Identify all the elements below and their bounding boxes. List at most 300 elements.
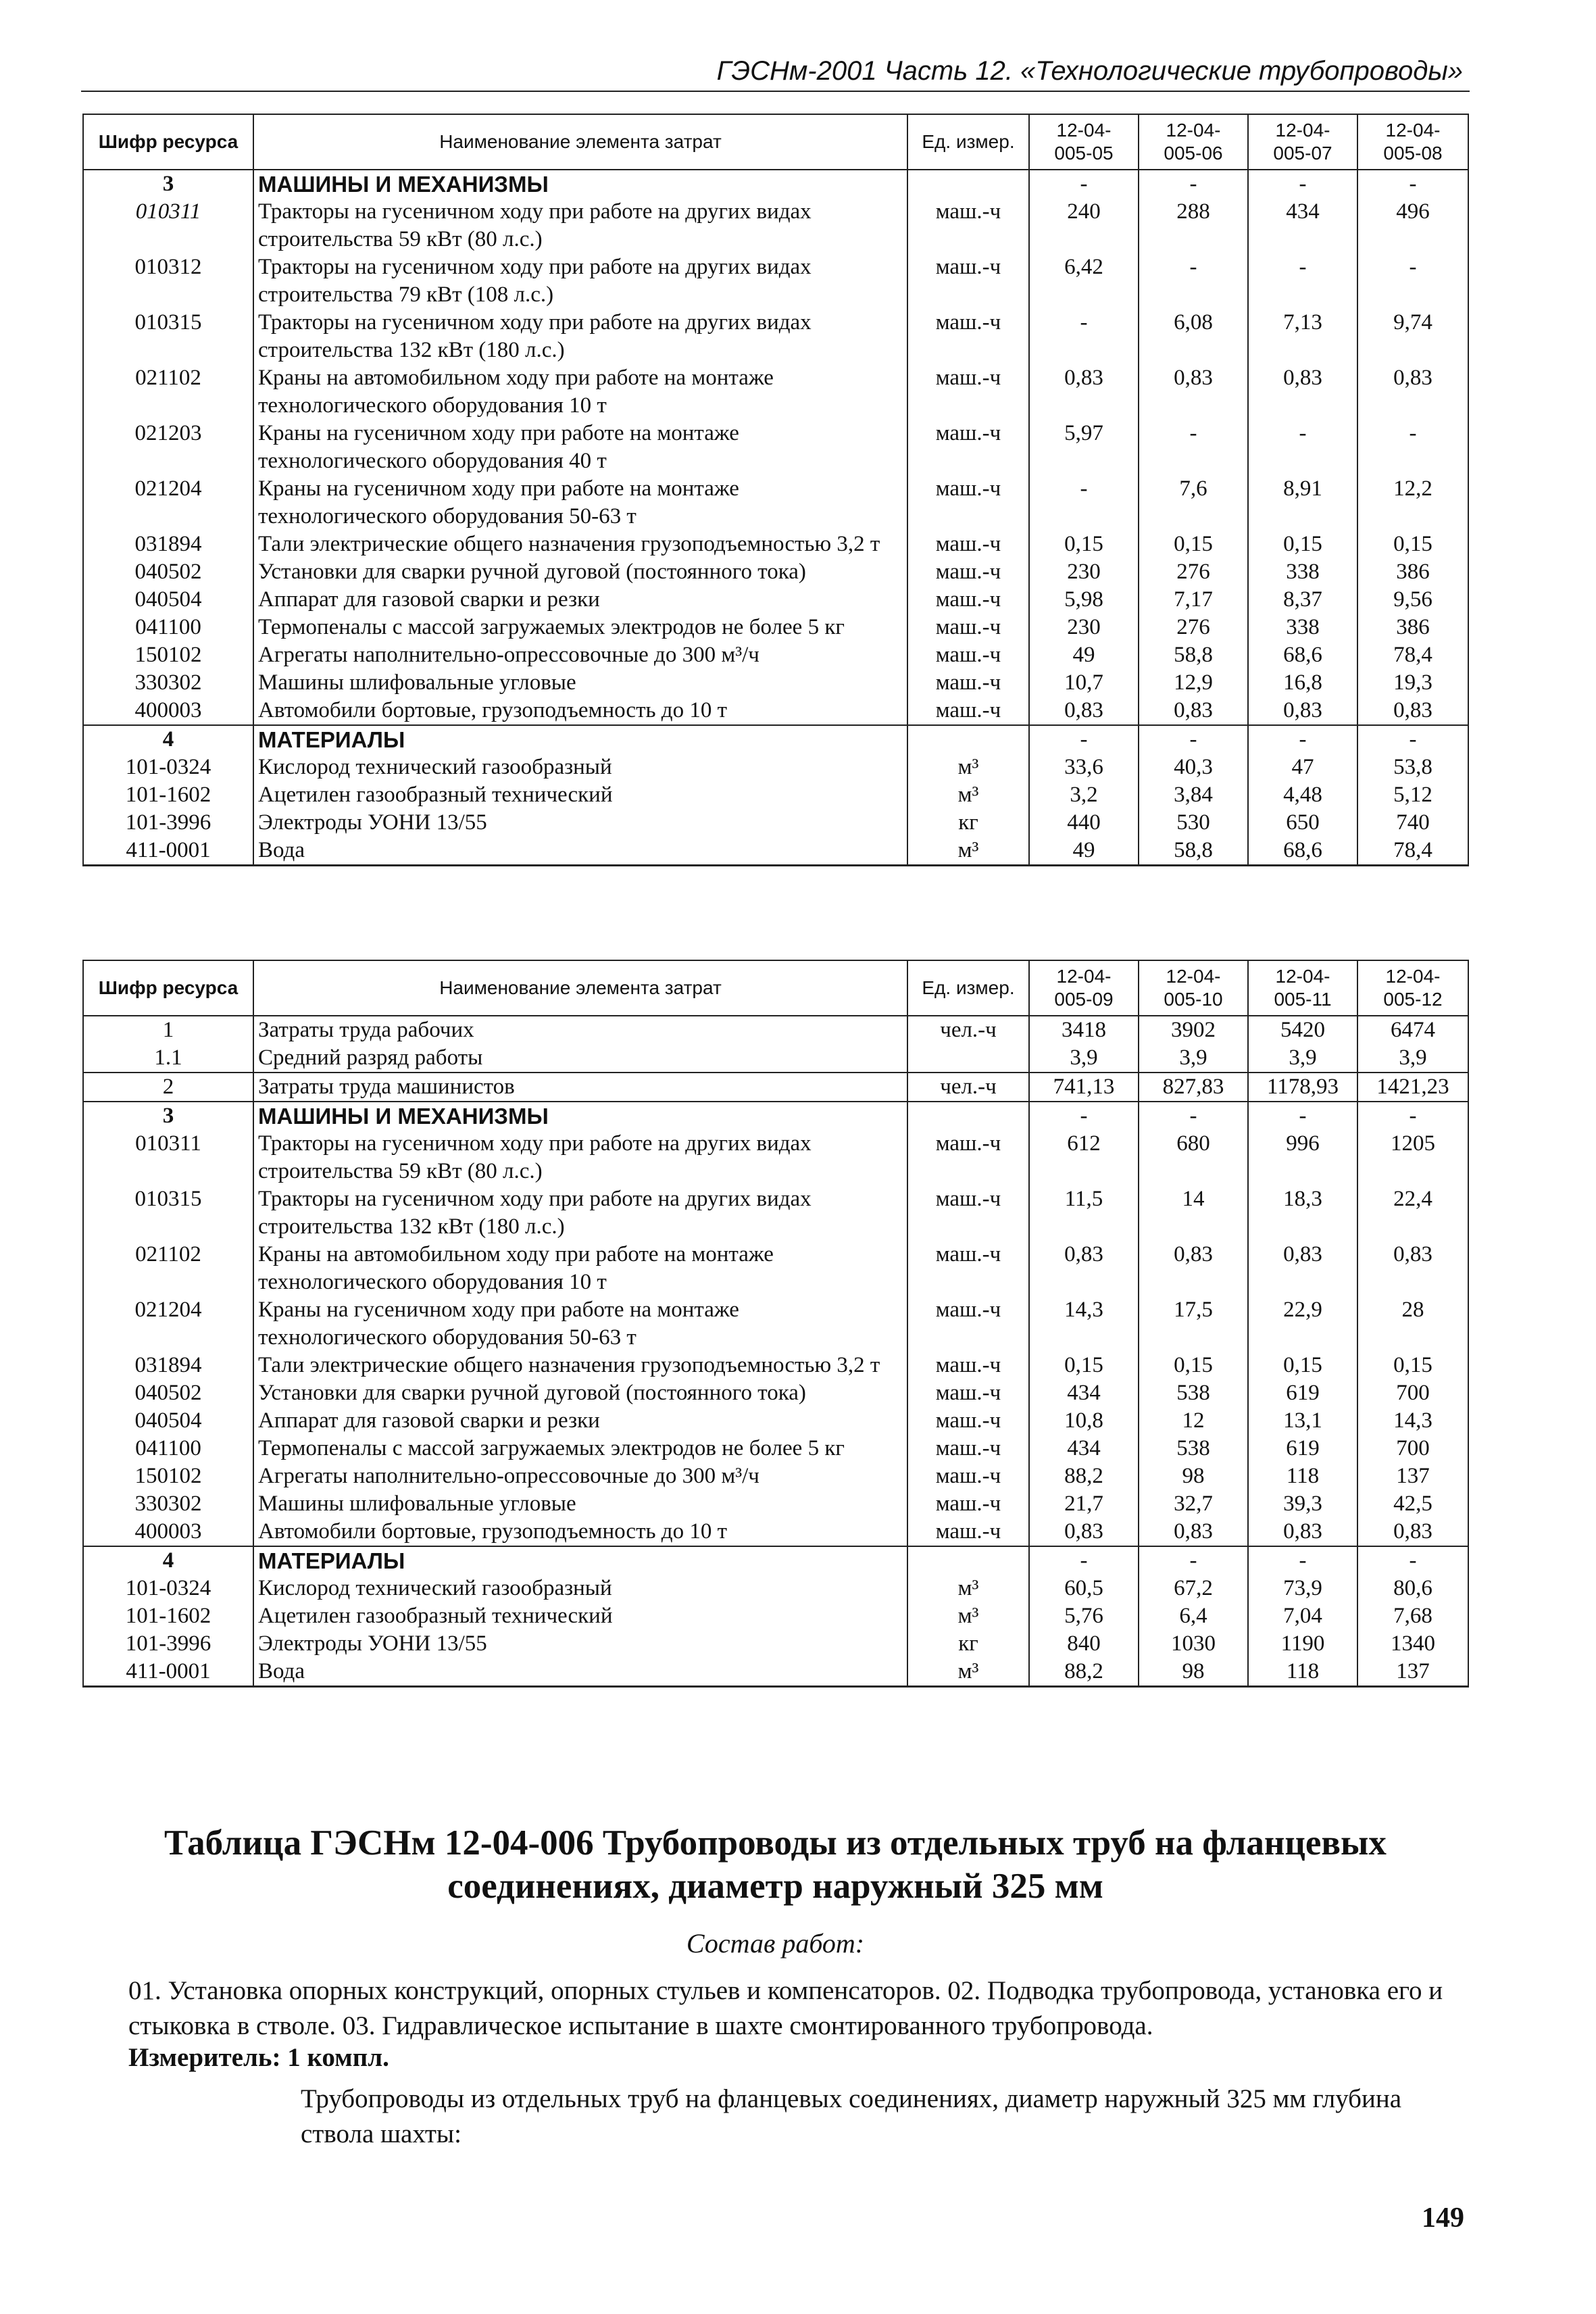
norm-value: 0,83 xyxy=(1248,1518,1357,1546)
resource-code: 4 xyxy=(83,1546,253,1575)
norm-value: 6,42 xyxy=(1029,253,1139,309)
resource-name: Электроды УОНИ 13/55 xyxy=(253,1630,907,1658)
norm-value: 16,8 xyxy=(1248,669,1357,697)
table-row xyxy=(83,253,1468,309)
norm-value: 0,15 xyxy=(1139,531,1248,558)
norm-value: - xyxy=(1029,725,1139,754)
norm-value: - xyxy=(1357,1102,1468,1130)
col-header-norm: 12-04- 005-08 xyxy=(1357,114,1468,170)
note-text: Трубопроводы из отдельных труб на фланцевых соединениях, диаметр наружный 325 мм глубина ствола шахты: xyxy=(301,2084,1402,2148)
resource-name: Термопеналы с массой загружаемых электродов не более 5 кг xyxy=(253,1435,907,1462)
resource-code: 021204 xyxy=(83,475,253,531)
col-header-code: Шифр ресурса xyxy=(83,960,253,1016)
resource-unit: маш.-ч xyxy=(907,1462,1029,1490)
resource-name: Вода xyxy=(253,837,907,866)
norm-value: 5,12 xyxy=(1357,781,1468,809)
norm-value: - xyxy=(1029,1546,1139,1575)
resource-unit xyxy=(907,170,1029,198)
norm-value: - xyxy=(1248,725,1357,754)
resource-table-2 xyxy=(82,960,1469,1688)
resource-code: 411-0001 xyxy=(83,1658,253,1687)
norm-value: - xyxy=(1248,1546,1357,1575)
norm-value: 240 xyxy=(1029,198,1139,253)
table-row xyxy=(83,1518,1468,1546)
table-row xyxy=(83,420,1468,475)
resource-name: Термопеналы с массой загружаемых электродов не более 5 кг xyxy=(253,614,907,641)
resource-name: Тракторы на гусеничном ходу при работе на других видах строительства 132 кВт (180 л.с.) xyxy=(253,309,907,364)
resource-unit: маш.-ч xyxy=(907,364,1029,420)
col-header-name: Наименование элемента затрат xyxy=(253,960,907,1016)
table-row xyxy=(83,364,1468,420)
table-row xyxy=(83,1073,1468,1102)
norm-value: 276 xyxy=(1139,558,1248,586)
table-row xyxy=(83,754,1468,781)
resource-unit: маш.-ч xyxy=(907,1435,1029,1462)
table-row xyxy=(83,1462,1468,1490)
table-row xyxy=(83,309,1468,364)
norm-value: 14 xyxy=(1139,1185,1248,1241)
norm-value: 0,83 xyxy=(1029,364,1139,420)
norm-value: 827,83 xyxy=(1139,1073,1248,1102)
table-row xyxy=(83,669,1468,697)
table-row xyxy=(83,1185,1468,1241)
norm-value: 4,48 xyxy=(1248,781,1357,809)
resource-unit: кг xyxy=(907,1630,1029,1658)
table-row xyxy=(83,1044,1468,1073)
resource-unit: маш.-ч xyxy=(907,198,1029,253)
norm-value: - xyxy=(1029,1102,1139,1130)
col-header-norm: 12-04- 005-07 xyxy=(1248,114,1357,170)
resource-unit: м³ xyxy=(907,1658,1029,1687)
resource-code: 101-3996 xyxy=(83,1630,253,1658)
norm-value: 740 xyxy=(1357,809,1468,837)
norm-value: 538 xyxy=(1139,1435,1248,1462)
norm-value: - xyxy=(1248,1102,1357,1130)
norm-value: - xyxy=(1029,309,1139,364)
resource-unit: маш.-ч xyxy=(907,1241,1029,1296)
norm-value: 0,83 xyxy=(1357,364,1468,420)
col-header-norm: 12-04- 005-10 xyxy=(1139,960,1248,1016)
norm-value: 0,15 xyxy=(1139,1352,1248,1379)
table-row xyxy=(83,531,1468,558)
resource-code: 040502 xyxy=(83,1379,253,1407)
norm-value: 12,9 xyxy=(1139,669,1248,697)
resource-table-1 xyxy=(82,114,1469,866)
resource-unit: маш.-ч xyxy=(907,1379,1029,1407)
norm-value: - xyxy=(1357,253,1468,309)
resource-unit: маш.-ч xyxy=(907,1185,1029,1241)
norm-value: 6,08 xyxy=(1139,309,1248,364)
norm-value: 1340 xyxy=(1357,1630,1468,1658)
resource-name: Аппарат для газовой сварки и резки xyxy=(253,586,907,614)
norm-value: 22,4 xyxy=(1357,1185,1468,1241)
table-row xyxy=(83,725,1468,754)
resource-code: 010315 xyxy=(83,309,253,364)
resource-unit: чел.-ч xyxy=(907,1073,1029,1102)
table-row xyxy=(83,1435,1468,1462)
resource-code: 330302 xyxy=(83,1490,253,1518)
resource-name: Машины шлифовальные угловые xyxy=(253,1490,907,1518)
work-composition-label: Состав работ: xyxy=(686,1928,865,1959)
norm-value: 0,83 xyxy=(1139,364,1248,420)
resource-name: Электроды УОНИ 13/55 xyxy=(253,809,907,837)
resource-name: Автомобили бортовые, грузоподъемность до 10 т xyxy=(253,697,907,725)
table-row xyxy=(83,1575,1468,1602)
resource-code: 101-1602 xyxy=(83,781,253,809)
norm-value: 5420 xyxy=(1248,1016,1357,1044)
norm-value: 0,83 xyxy=(1029,697,1139,725)
norm-value: 3,84 xyxy=(1139,781,1248,809)
norm-value: 5,98 xyxy=(1029,586,1139,614)
resource-unit: маш.-ч xyxy=(907,614,1029,641)
norm-value: 0,15 xyxy=(1029,531,1139,558)
resource-name: Краны на автомобильном ходу при работе на монтаже технологического оборудования 10 т xyxy=(253,1241,907,1296)
resource-code: 040504 xyxy=(83,1407,253,1435)
norm-value: 3418 xyxy=(1029,1016,1139,1044)
resource-unit: маш.-ч xyxy=(907,253,1029,309)
norm-value: 0,15 xyxy=(1357,1352,1468,1379)
norm-value: 47 xyxy=(1248,754,1357,781)
norm-value: 11,5 xyxy=(1029,1185,1139,1241)
table-row xyxy=(83,1241,1468,1296)
table-row xyxy=(83,558,1468,586)
norm-value: - xyxy=(1357,420,1468,475)
norm-value: 1030 xyxy=(1139,1630,1248,1658)
norm-value: 434 xyxy=(1029,1379,1139,1407)
table-row xyxy=(83,1546,1468,1575)
table-row xyxy=(83,1602,1468,1630)
norm-value: 68,6 xyxy=(1248,641,1357,669)
resource-code: 041100 xyxy=(83,1435,253,1462)
norm-value: 840 xyxy=(1029,1630,1139,1658)
norm-value: 80,6 xyxy=(1357,1575,1468,1602)
norm-value: 0,83 xyxy=(1357,1241,1468,1296)
col-header-code: Шифр ресурса xyxy=(83,114,253,170)
col-header-norm: 12-04- 005-06 xyxy=(1139,114,1248,170)
norm-value: - xyxy=(1139,420,1248,475)
resource-name: Кислород технический газообразный xyxy=(253,754,907,781)
table-row xyxy=(83,641,1468,669)
col-header-unit: Ед. измер. xyxy=(907,960,1029,1016)
norm-value: 137 xyxy=(1357,1658,1468,1687)
norm-value: 8,91 xyxy=(1248,475,1357,531)
norm-value: 32,7 xyxy=(1139,1490,1248,1518)
resource-name: Агрегаты наполнительно-опрессовочные до 300 м³/ч xyxy=(253,641,907,669)
table-row xyxy=(83,837,1468,866)
resource-unit: маш.-ч xyxy=(907,641,1029,669)
table-row xyxy=(83,1296,1468,1352)
work-composition-text: 01. Установка опорных конструкций, опорных стульев и компенсаторов. 02. Подводка трубопровода, установка его и стыковка в стволе. 03. Гидравлическое испытание в шахте смонтированного трубопровода. xyxy=(128,1976,1443,2040)
resource-code: 330302 xyxy=(83,669,253,697)
resource-unit: м³ xyxy=(907,754,1029,781)
norm-value: 6,4 xyxy=(1139,1602,1248,1630)
norm-value: - xyxy=(1357,1546,1468,1575)
norm-value: 3,2 xyxy=(1029,781,1139,809)
resource-unit: маш.-ч xyxy=(907,669,1029,697)
table-row xyxy=(83,1379,1468,1407)
norm-value: 3,9 xyxy=(1139,1044,1248,1073)
table-row xyxy=(83,1130,1468,1185)
norm-value: 1190 xyxy=(1248,1630,1357,1658)
resource-unit: маш.-ч xyxy=(907,1518,1029,1546)
table-row xyxy=(83,614,1468,641)
resource-code: 400003 xyxy=(83,697,253,725)
norm-value: 619 xyxy=(1248,1379,1357,1407)
resource-code: 040504 xyxy=(83,586,253,614)
norm-value: 73,9 xyxy=(1248,1575,1357,1602)
norm-value: 1178,93 xyxy=(1248,1073,1357,1102)
resource-code: 010315 xyxy=(83,1185,253,1241)
resource-name: Ацетилен газообразный технический xyxy=(253,781,907,809)
resource-code: 1 xyxy=(83,1016,253,1044)
norm-value: 118 xyxy=(1248,1658,1357,1687)
resource-code: 101-0324 xyxy=(83,1575,253,1602)
resource-name: Установки для сварки ручной дуговой (постоянного тока) xyxy=(253,558,907,586)
resource-unit xyxy=(907,1044,1029,1073)
norm-value: 276 xyxy=(1139,614,1248,641)
norm-value: 98 xyxy=(1139,1658,1248,1687)
norm-value: 18,3 xyxy=(1248,1185,1357,1241)
norm-value: 612 xyxy=(1029,1130,1139,1185)
resource-name: МАШИНЫ И МЕХАНИЗМЫ xyxy=(253,170,907,198)
norm-value: 5,97 xyxy=(1029,420,1139,475)
resource-name: Ацетилен газообразный технический xyxy=(253,1602,907,1630)
norm-value: 7,13 xyxy=(1248,309,1357,364)
norm-value: 700 xyxy=(1357,1435,1468,1462)
resource-name: МАТЕРИАЛЫ xyxy=(253,1546,907,1575)
norm-value: 3,9 xyxy=(1357,1044,1468,1073)
norm-value: 22,9 xyxy=(1248,1296,1357,1352)
table-row xyxy=(83,1658,1468,1687)
norm-value: 3,9 xyxy=(1029,1044,1139,1073)
norm-value: 19,3 xyxy=(1357,669,1468,697)
norm-value: 0,83 xyxy=(1248,364,1357,420)
norm-value: 58,8 xyxy=(1139,641,1248,669)
norm-value: 6474 xyxy=(1357,1016,1468,1044)
resource-code: 021102 xyxy=(83,1241,253,1296)
table-row xyxy=(83,1490,1468,1518)
resource-name: Тали электрические общего назначения грузоподъемностью 3,2 т xyxy=(253,1352,907,1379)
norm-value: 0,15 xyxy=(1248,1352,1357,1379)
norm-value: 288 xyxy=(1139,198,1248,253)
norm-value: 386 xyxy=(1357,558,1468,586)
col-header-norm: 12-04- 005-05 xyxy=(1029,114,1139,170)
page-header xyxy=(81,49,1470,92)
table-row xyxy=(83,1630,1468,1658)
norm-value: 1421,23 xyxy=(1357,1073,1468,1102)
norm-value: 0,83 xyxy=(1357,1518,1468,1546)
resource-code: 4 xyxy=(83,725,253,754)
norm-value: 496 xyxy=(1357,198,1468,253)
norm-value: 440 xyxy=(1029,809,1139,837)
table-row xyxy=(83,198,1468,253)
norm-value: 434 xyxy=(1248,198,1357,253)
resource-code: 101-1602 xyxy=(83,1602,253,1630)
norm-value: 10,8 xyxy=(1029,1407,1139,1435)
norm-value: 21,7 xyxy=(1029,1490,1139,1518)
norm-value: 7,04 xyxy=(1248,1602,1357,1630)
col-header-unit: Ед. измер. xyxy=(907,114,1029,170)
table-header-row xyxy=(83,114,1468,170)
page-number: 149 xyxy=(1422,2202,1464,2234)
resource-unit: маш.-ч xyxy=(907,1130,1029,1185)
norm-value: 9,74 xyxy=(1357,309,1468,364)
resource-name: Краны на гусеничном ходу при работе на монтаже технологического оборудования 40 т xyxy=(253,420,907,475)
norm-value: - xyxy=(1357,725,1468,754)
resource-name: Агрегаты наполнительно-опрессовочные до 300 м³/ч xyxy=(253,1462,907,1490)
norm-value: 88,2 xyxy=(1029,1462,1139,1490)
resource-code: 010311 xyxy=(83,198,253,253)
norm-value: 10,7 xyxy=(1029,669,1139,697)
resource-unit: кг xyxy=(907,809,1029,837)
norm-value: 619 xyxy=(1248,1435,1357,1462)
resource-name: Машины шлифовальные угловые xyxy=(253,669,907,697)
norm-value: 60,5 xyxy=(1029,1575,1139,1602)
norm-value: 0,83 xyxy=(1139,1518,1248,1546)
norm-value: 0,83 xyxy=(1029,1518,1139,1546)
norm-value: - xyxy=(1029,170,1139,198)
table-row xyxy=(83,1407,1468,1435)
norm-value: 434 xyxy=(1029,1435,1139,1462)
norm-value: - xyxy=(1029,475,1139,531)
resource-code: 3 xyxy=(83,1102,253,1130)
resource-unit: м³ xyxy=(907,1602,1029,1630)
resource-code: 031894 xyxy=(83,531,253,558)
norm-value: 0,83 xyxy=(1139,697,1248,725)
norm-value: - xyxy=(1139,1102,1248,1130)
resource-name: Затраты труда рабочих xyxy=(253,1016,907,1044)
table-row xyxy=(83,586,1468,614)
norm-value: - xyxy=(1248,170,1357,198)
resource-code: 150102 xyxy=(83,641,253,669)
norm-value: 88,2 xyxy=(1029,1658,1139,1687)
resource-unit: маш.-ч xyxy=(907,420,1029,475)
resource-unit: маш.-ч xyxy=(907,1296,1029,1352)
norm-value: 33,6 xyxy=(1029,754,1139,781)
norm-value: 17,5 xyxy=(1139,1296,1248,1352)
resource-name: Краны на гусеничном ходу при работе на монтаже технологического оборудования 50-63 т xyxy=(253,1296,907,1352)
norm-value: 7,17 xyxy=(1139,586,1248,614)
resource-code: 021203 xyxy=(83,420,253,475)
norm-value: 0,83 xyxy=(1029,1241,1139,1296)
norm-value: - xyxy=(1248,253,1357,309)
header-text: ГЭСНм-2001 Часть 12. «Технологические трубопроводы» xyxy=(716,56,1463,86)
table-row xyxy=(83,475,1468,531)
resource-name: Затраты труда машинистов xyxy=(253,1073,907,1102)
norm-value: 0,83 xyxy=(1357,697,1468,725)
resource-code: 021102 xyxy=(83,364,253,420)
resource-code: 400003 xyxy=(83,1518,253,1546)
meter-line: Измеритель: 1 компл. xyxy=(128,2043,389,2072)
norm-value: 3,9 xyxy=(1248,1044,1357,1073)
resource-code: 2 xyxy=(83,1073,253,1102)
norm-value: 137 xyxy=(1357,1462,1468,1490)
resource-name: Тракторы на гусеничном ходу при работе на других видах строительства 59 кВт (80 л.с.) xyxy=(253,198,907,253)
resource-code: 411-0001 xyxy=(83,837,253,866)
resource-name: Краны на автомобильном ходу при работе на монтаже технологического оборудования 10 т xyxy=(253,364,907,420)
norm-value: 49 xyxy=(1029,641,1139,669)
resource-code: 010312 xyxy=(83,253,253,309)
resource-code: 101-0324 xyxy=(83,754,253,781)
col-header-norm: 12-04- 005-12 xyxy=(1357,960,1468,1016)
norm-value: 338 xyxy=(1248,614,1357,641)
norm-value: 7,68 xyxy=(1357,1602,1468,1630)
norm-value: 14,3 xyxy=(1029,1296,1139,1352)
col-header-name: Наименование элемента затрат xyxy=(253,114,907,170)
norm-value: 386 xyxy=(1357,614,1468,641)
norm-value: 700 xyxy=(1357,1379,1468,1407)
resource-unit: м³ xyxy=(907,837,1029,866)
resource-code: 150102 xyxy=(83,1462,253,1490)
resource-unit: маш.-ч xyxy=(907,697,1029,725)
section-title: Таблица ГЭСНм 12-04-006 Трубопроводы из отдельных труб на фланцевых соединениях, диаметр наружный 325 мм xyxy=(164,1823,1387,1906)
norm-value: 67,2 xyxy=(1139,1575,1248,1602)
norm-value: - xyxy=(1139,253,1248,309)
norm-value: 39,3 xyxy=(1248,1490,1357,1518)
norm-value: 53,8 xyxy=(1357,754,1468,781)
norm-value: - xyxy=(1139,170,1248,198)
norm-value: 28 xyxy=(1357,1296,1468,1352)
norm-value: 0,15 xyxy=(1029,1352,1139,1379)
norm-value: - xyxy=(1139,1546,1248,1575)
table-row xyxy=(83,1102,1468,1130)
table-row xyxy=(83,170,1468,198)
resource-unit: маш.-ч xyxy=(907,1490,1029,1518)
resource-name: Кислород технический газообразный xyxy=(253,1575,907,1602)
norm-value: 13,1 xyxy=(1248,1407,1357,1435)
norm-value: 530 xyxy=(1139,809,1248,837)
table-row xyxy=(83,1352,1468,1379)
norm-value: 58,8 xyxy=(1139,837,1248,866)
resource-unit xyxy=(907,1102,1029,1130)
norm-value: 7,6 xyxy=(1139,475,1248,531)
resource-code: 031894 xyxy=(83,1352,253,1379)
resource-unit: маш.-ч xyxy=(907,586,1029,614)
resource-unit: м³ xyxy=(907,781,1029,809)
norm-value: 9,56 xyxy=(1357,586,1468,614)
norm-value: 118 xyxy=(1248,1462,1357,1490)
resource-code: 1.1 xyxy=(83,1044,253,1073)
resource-name: Тракторы на гусеничном ходу при работе на других видах строительства 79 кВт (108 л.с.) xyxy=(253,253,907,309)
resource-unit: чел.-ч xyxy=(907,1016,1029,1044)
norm-value: 5,76 xyxy=(1029,1602,1139,1630)
norm-value: 78,4 xyxy=(1357,837,1468,866)
norm-value: 996 xyxy=(1248,1130,1357,1185)
table-header-row xyxy=(83,960,1468,1016)
norm-value: - xyxy=(1357,170,1468,198)
resource-name: Аппарат для газовой сварки и резки xyxy=(253,1407,907,1435)
resource-code: 041100 xyxy=(83,614,253,641)
norm-value: 49 xyxy=(1029,837,1139,866)
table-row xyxy=(83,781,1468,809)
resource-unit: маш.-ч xyxy=(907,1352,1029,1379)
col-header-norm: 12-04- 005-11 xyxy=(1248,960,1357,1016)
resource-name: Установки для сварки ручной дуговой (постоянного тока) xyxy=(253,1379,907,1407)
resource-name: Тракторы на гусеничном ходу при работе на других видах строительства 59 кВт (80 л.с.) xyxy=(253,1130,907,1185)
norm-value: 230 xyxy=(1029,558,1139,586)
resource-name: Вода xyxy=(253,1658,907,1687)
resource-unit: маш.-ч xyxy=(907,475,1029,531)
norm-value: 14,3 xyxy=(1357,1407,1468,1435)
resource-code: 021204 xyxy=(83,1296,253,1352)
resource-name: Тали электрические общего назначения грузоподъемностью 3,2 т xyxy=(253,531,907,558)
resource-code: 101-3996 xyxy=(83,809,253,837)
resource-unit: маш.-ч xyxy=(907,309,1029,364)
resource-unit: маш.-ч xyxy=(907,558,1029,586)
norm-value: 0,15 xyxy=(1357,531,1468,558)
resource-unit xyxy=(907,725,1029,754)
norm-value: 0,83 xyxy=(1248,697,1357,725)
